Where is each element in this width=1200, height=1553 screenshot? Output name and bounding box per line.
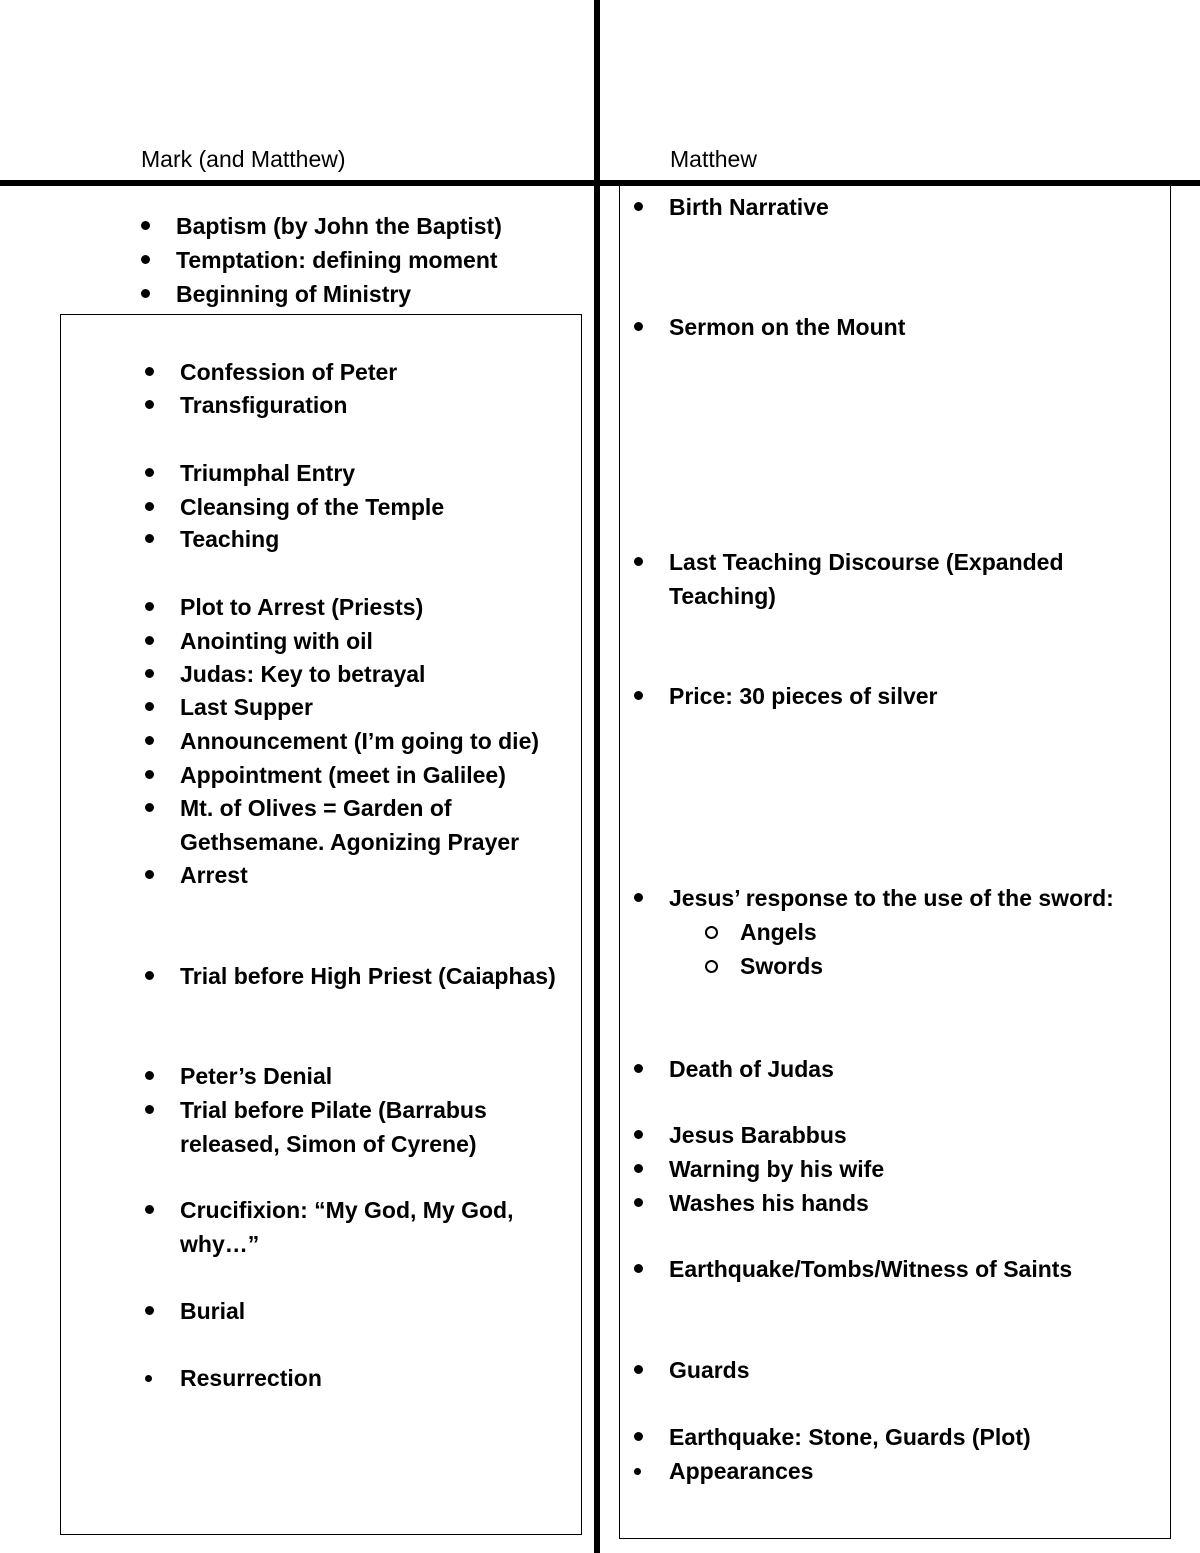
center-divider-line [594, 0, 600, 1553]
bullet-icon [145, 1375, 152, 1382]
bullet-icon [634, 691, 643, 700]
list-item: Earthquake/Tombs/Witness of Saints [634, 1252, 1072, 1286]
list-item: Burial [145, 1294, 245, 1328]
bullet-icon [634, 1432, 643, 1441]
list-item: Triumphal Entry [145, 456, 355, 490]
list-item: Guards [634, 1353, 750, 1387]
bullet-icon [634, 1468, 641, 1475]
right-column-heading: Matthew [670, 146, 757, 172]
circle-bullet-icon [705, 926, 718, 939]
circle-bullet-icon [705, 960, 718, 973]
bullet-icon [145, 502, 154, 511]
bullet-icon [634, 557, 643, 566]
bullet-icon [634, 202, 643, 211]
bullet-icon [145, 400, 154, 409]
list-item: Appearances [634, 1454, 813, 1488]
bullet-icon [145, 468, 154, 477]
list-item: Trial before Pilate (Barrabus released, Simon of Cyrene) [145, 1093, 487, 1161]
list-item: Death of Judas [634, 1052, 834, 1086]
list-item: Teaching [145, 522, 279, 556]
list-item: Washes his hands [634, 1186, 869, 1220]
list-item: Appointment (meet in Galilee) [145, 758, 506, 792]
bullet-icon [145, 534, 154, 543]
bullet-icon [145, 770, 154, 779]
list-item: Judas: Key to betrayal [145, 657, 425, 691]
bullet-icon [145, 971, 154, 980]
list-item: Last Teaching Discourse (Expanded Teaching) [634, 545, 1064, 613]
bullet-icon [145, 702, 154, 711]
bullet-icon [634, 1198, 643, 1207]
bullet-icon [145, 1071, 154, 1080]
list-item: Temptation: defining moment [141, 243, 498, 277]
bullet-icon [141, 289, 150, 298]
bullet-icon [141, 255, 150, 264]
list-item: Baptism (by John the Baptist) [141, 209, 502, 243]
list-item: Announcement (I’m going to die) [145, 724, 539, 758]
list-item: Birth Narrative [634, 190, 829, 224]
sub-list-item: Swords [704, 949, 823, 983]
list-item: Plot to Arrest (Priests) [145, 590, 423, 624]
bullet-icon [145, 636, 154, 645]
bullet-icon [634, 893, 643, 902]
bullet-icon [145, 1105, 154, 1114]
list-item: Mt. of Olives = Garden of Gethsemane. Agonizing Prayer [145, 791, 519, 859]
bullet-icon [141, 221, 150, 230]
list-item: Resurrection [145, 1361, 322, 1395]
list-item: Last Supper [145, 690, 313, 724]
right-box [619, 183, 1171, 1539]
left-column-heading: Mark (and Matthew) [141, 146, 346, 172]
list-item: Confession of Peter [145, 355, 397, 389]
list-item: Crucifixion: “My God, My God, why…” [145, 1193, 514, 1261]
bullet-icon [634, 1064, 643, 1073]
bullet-icon [634, 1264, 643, 1273]
bullet-icon [145, 870, 154, 879]
bullet-icon [145, 669, 154, 678]
bullet-icon [634, 322, 643, 331]
list-item: Peter’s Denial [145, 1059, 332, 1093]
bullet-icon [145, 1205, 154, 1214]
list-item: Beginning of Ministry [141, 277, 411, 311]
list-item: Jesus’ response to the use of the sword: [634, 881, 1114, 915]
list-item: Transfiguration [145, 388, 347, 422]
list-item: Trial before High Priest (Caiaphas) [145, 959, 556, 993]
bullet-icon [634, 1164, 643, 1173]
bullet-icon [145, 367, 154, 376]
list-item: Price: 30 pieces of silver [634, 679, 938, 713]
list-item: Jesus Barabbus [634, 1118, 847, 1152]
list-item: Sermon on the Mount [634, 310, 905, 344]
bullet-icon [145, 803, 154, 812]
list-item: Anointing with oil [145, 624, 373, 658]
bullet-icon [634, 1365, 643, 1374]
list-item: Earthquake: Stone, Guards (Plot) [634, 1420, 1031, 1454]
list-item: Cleansing of the Temple [145, 490, 444, 524]
bullet-icon [145, 602, 154, 611]
list-item: Warning by his wife [634, 1152, 884, 1186]
bullet-icon [634, 1130, 643, 1139]
sub-list-item: Angels [704, 915, 817, 949]
bullet-icon [145, 736, 154, 745]
bullet-icon [145, 1306, 154, 1315]
list-item: Arrest [145, 858, 248, 892]
